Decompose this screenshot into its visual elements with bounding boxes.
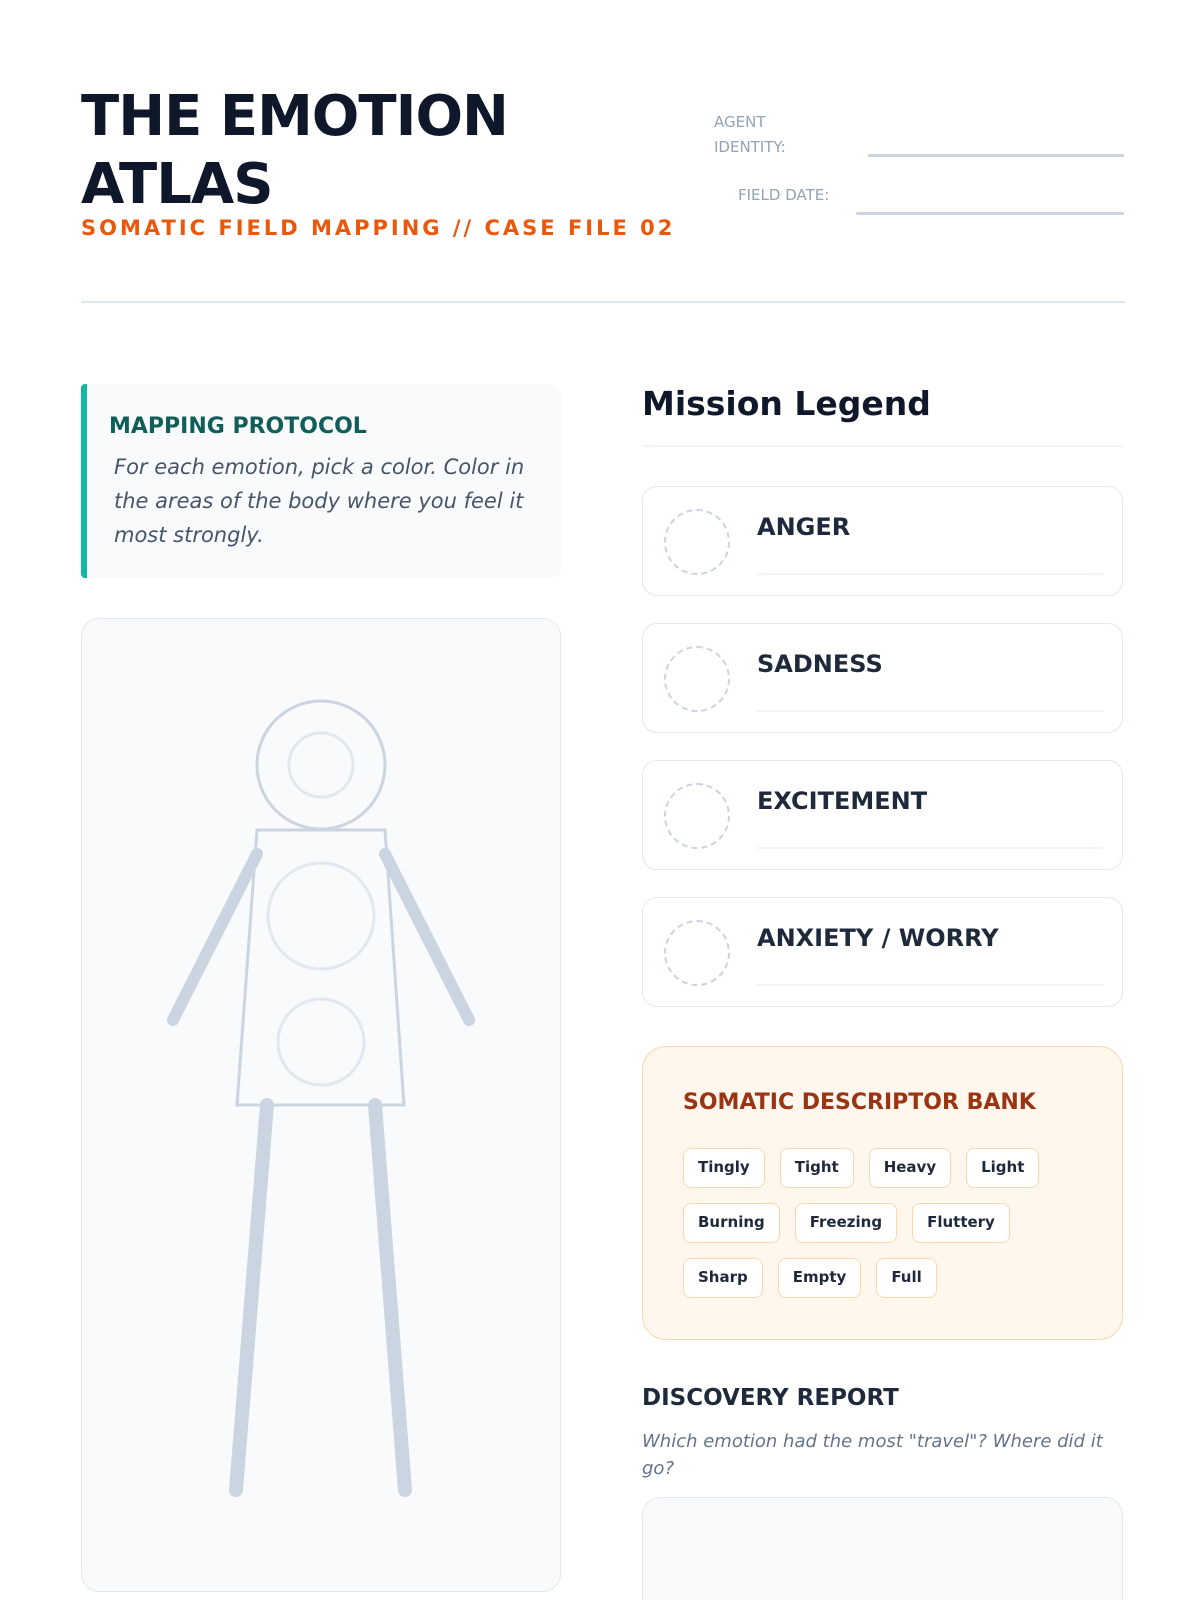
legend-item-anxiety (642, 897, 1123, 1007)
color-swatch[interactable] (664, 783, 730, 849)
color-swatch[interactable] (664, 509, 730, 575)
descriptor-bank (642, 1046, 1123, 1340)
report-answer-box[interactable] (642, 1497, 1123, 1600)
emotion-label: ANXIETY / WORRY (757, 924, 999, 952)
descriptor-bank-title: SOMATIC DESCRIPTOR BANK (683, 1090, 1036, 1115)
chest-zone[interactable] (268, 863, 374, 969)
stomach-zone[interactable] (278, 999, 364, 1085)
descriptor-chip-freezing[interactable]: Freezing (795, 1203, 897, 1243)
legend-item-excitement (642, 760, 1123, 870)
descriptor-chip-full[interactable]: Full (876, 1258, 936, 1298)
descriptor-chip-heavy[interactable]: Heavy (869, 1148, 951, 1188)
descriptor-chip-sharp[interactable]: Sharp (683, 1258, 763, 1298)
emotion-notes-line[interactable] (757, 984, 1103, 986)
descriptor-chip-list (683, 1148, 1103, 1298)
descriptor-chip-tingly[interactable]: Tingly (683, 1148, 765, 1188)
field-date-field[interactable] (856, 212, 1124, 215)
descriptor-chip-tight[interactable]: Tight (780, 1148, 854, 1188)
page-subtitle: SOMATIC FIELD MAPPING // CASE FILE 02 (81, 216, 676, 240)
protocol-title: MAPPING PROTOCOL (109, 414, 367, 439)
head-outline[interactable] (257, 701, 385, 829)
descriptor-chip-light[interactable]: Light (966, 1148, 1039, 1188)
color-swatch[interactable] (664, 920, 730, 986)
page-title: THE EMOTION ATLAS (81, 84, 508, 217)
agent-identity-label: AGENT IDENTITY: (714, 113, 786, 156)
report-title: DISCOVERY REPORT (642, 1385, 899, 1411)
header-divider (81, 301, 1125, 303)
face-zone[interactable] (289, 733, 353, 797)
legend-item-sadness (642, 623, 1123, 733)
legend-title: Mission Legend (642, 384, 931, 423)
emotion-label: ANGER (757, 513, 851, 541)
legend-divider (642, 445, 1123, 447)
protocol-text: For each emotion, pick a color. Color in the areas of the body where you feel it most strongly. (114, 455, 525, 547)
field-date-label: FIELD DATE: (738, 186, 830, 204)
descriptor-chip-burning[interactable]: Burning (683, 1203, 780, 1243)
descriptor-chip-empty[interactable]: Empty (778, 1258, 862, 1298)
body-outline-figure[interactable] (81, 618, 561, 1592)
report-prompt: Which emotion had the most "travel"? Where did it go? (642, 1431, 1103, 1479)
emotion-notes-line[interactable] (757, 847, 1103, 849)
agent-identity-field[interactable] (868, 154, 1124, 157)
left-leg[interactable] (236, 1105, 267, 1490)
descriptor-chip-fluttery[interactable]: Fluttery (912, 1203, 1010, 1243)
color-swatch[interactable] (664, 646, 730, 712)
emotion-label: SADNESS (757, 650, 883, 678)
emotion-label: EXCITEMENT (757, 787, 928, 815)
right-leg[interactable] (375, 1105, 405, 1490)
emotion-notes-line[interactable] (757, 573, 1103, 575)
emotion-notes-line[interactable] (757, 710, 1103, 712)
legend-item-anger (642, 486, 1123, 596)
